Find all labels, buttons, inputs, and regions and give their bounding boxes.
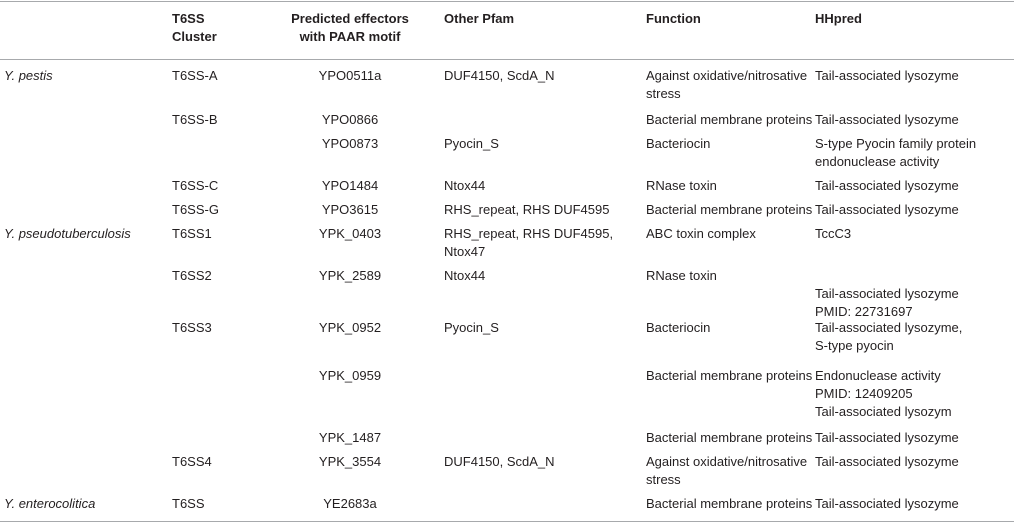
cell-effector: YE2683a — [323, 496, 377, 511]
cell-function: Bacteriocin — [646, 320, 711, 335]
cell-effector: YPK_0403 — [318, 226, 382, 241]
cell-hhpred: S-type Pyocin family protein — [815, 136, 977, 151]
cell-pfam: Ntox44 — [444, 268, 486, 283]
cell-function: Bacterial membrane proteins — [646, 112, 813, 127]
header-rule — [0, 59, 1014, 60]
cell-effector: YPK_0952 — [318, 320, 382, 335]
cell-cluster: T6SS-C — [172, 178, 219, 193]
cell-cluster: T6SS4 — [172, 454, 212, 469]
cell-pfam: Pyocin_S — [444, 320, 499, 335]
cell-hhpred: endonuclease activity — [815, 154, 940, 169]
cell-hhpred: Tail-associated lysozyme — [815, 286, 959, 301]
cell-hhpred: Tail-associated lysozyme, — [815, 320, 963, 335]
cell-effector: YPO3615 — [321, 202, 379, 217]
cell-hhpred: Tail-associated lysozym — [815, 404, 952, 419]
table-top-rule — [0, 1, 1014, 2]
cell-species: Y. pestis — [4, 68, 53, 83]
cell-function: Bacterial membrane proteins — [646, 496, 813, 511]
cell-effector: YPK_1487 — [318, 430, 382, 445]
header-effectors-line-2: with PAAR motif — [299, 29, 401, 44]
cell-hhpred: Tail-associated lysozyme — [815, 496, 959, 511]
cell-effector: YPO0511a — [318, 68, 382, 83]
cell-function: Bacteriocin — [646, 136, 711, 151]
cell-effector: YPO1484 — [321, 178, 379, 193]
header-cluster-line-2: Cluster — [172, 29, 217, 44]
cell-hhpred: Tail-associated lysozyme — [815, 112, 959, 127]
cell-pfam: DUF4150, ScdA_N — [444, 68, 555, 83]
cell-cluster: T6SS3 — [172, 320, 212, 335]
cell-cluster: T6SS-A — [172, 68, 218, 83]
cell-pfam: RHS_repeat, RHS DUF4595, — [444, 226, 614, 241]
cell-effector: YPK_3554 — [318, 454, 382, 469]
cell-pfam: Pyocin_S — [444, 136, 499, 151]
cell-function: Bacterial membrane proteins — [646, 430, 813, 445]
cell-cluster: T6SS1 — [172, 226, 212, 241]
cell-hhpred: Endonuclease activity — [815, 368, 941, 383]
cell-hhpred: Tail-associated lysozyme — [815, 202, 959, 217]
header-function: Function — [646, 11, 701, 26]
cell-pfam: DUF4150, ScdA_N — [444, 454, 555, 469]
cell-hhpred: Tail-associated lysozyme — [815, 68, 959, 83]
cell-hhpred: S-type pyocin — [815, 338, 894, 353]
header-hhpred: HHpred — [815, 11, 862, 26]
cell-function: Against oxidative/nitrosative — [646, 68, 808, 83]
cell-effector: YPO0873 — [321, 136, 379, 151]
cell-cluster: T6SS-G — [172, 202, 219, 217]
cell-effector: YPO0866 — [321, 112, 379, 127]
cell-function: stress — [646, 86, 681, 101]
cell-cluster: T6SS2 — [172, 268, 212, 283]
cell-function: Bacterial membrane proteins — [646, 368, 813, 383]
cell-hhpred: TccC3 — [815, 226, 852, 241]
cell-function: ABC toxin complex — [646, 226, 756, 241]
cell-effector: YPK_2589 — [318, 268, 382, 283]
cell-function: RNase toxin — [646, 178, 717, 193]
cell-cluster: T6SS-B — [172, 112, 218, 127]
cell-species: Y. enterocolitica — [4, 496, 96, 511]
cell-pfam: Ntox44 — [444, 178, 486, 193]
cell-function: Bacterial membrane proteins — [646, 202, 813, 217]
cell-pfam: RHS_repeat, RHS DUF4595 — [444, 202, 610, 217]
header-effectors-line-1: Predicted effectors — [291, 11, 409, 26]
cell-effector: YPK_0959 — [318, 368, 382, 383]
cell-function: Against oxidative/nitrosative — [646, 454, 808, 469]
cell-hhpred: Tail-associated lysozyme — [815, 454, 959, 469]
cell-hhpred: PMID: 12409205 — [815, 386, 913, 401]
cell-hhpred: Tail-associated lysozyme — [815, 178, 959, 193]
header-pfam: Other Pfam — [444, 11, 515, 26]
cell-species: Y. pseudotuberculosis — [4, 226, 131, 241]
cell-hhpred: Tail-associated lysozyme — [815, 430, 959, 445]
table-bottom-rule — [0, 521, 1014, 522]
cell-pfam: Ntox47 — [444, 244, 486, 259]
cell-function: RNase toxin — [646, 268, 717, 283]
header-cluster-line-1: T6SS — [172, 11, 205, 26]
cell-function: stress — [646, 472, 681, 487]
cell-cluster: T6SS — [172, 496, 205, 511]
cell-hhpred: PMID: 22731697 — [815, 304, 913, 319]
